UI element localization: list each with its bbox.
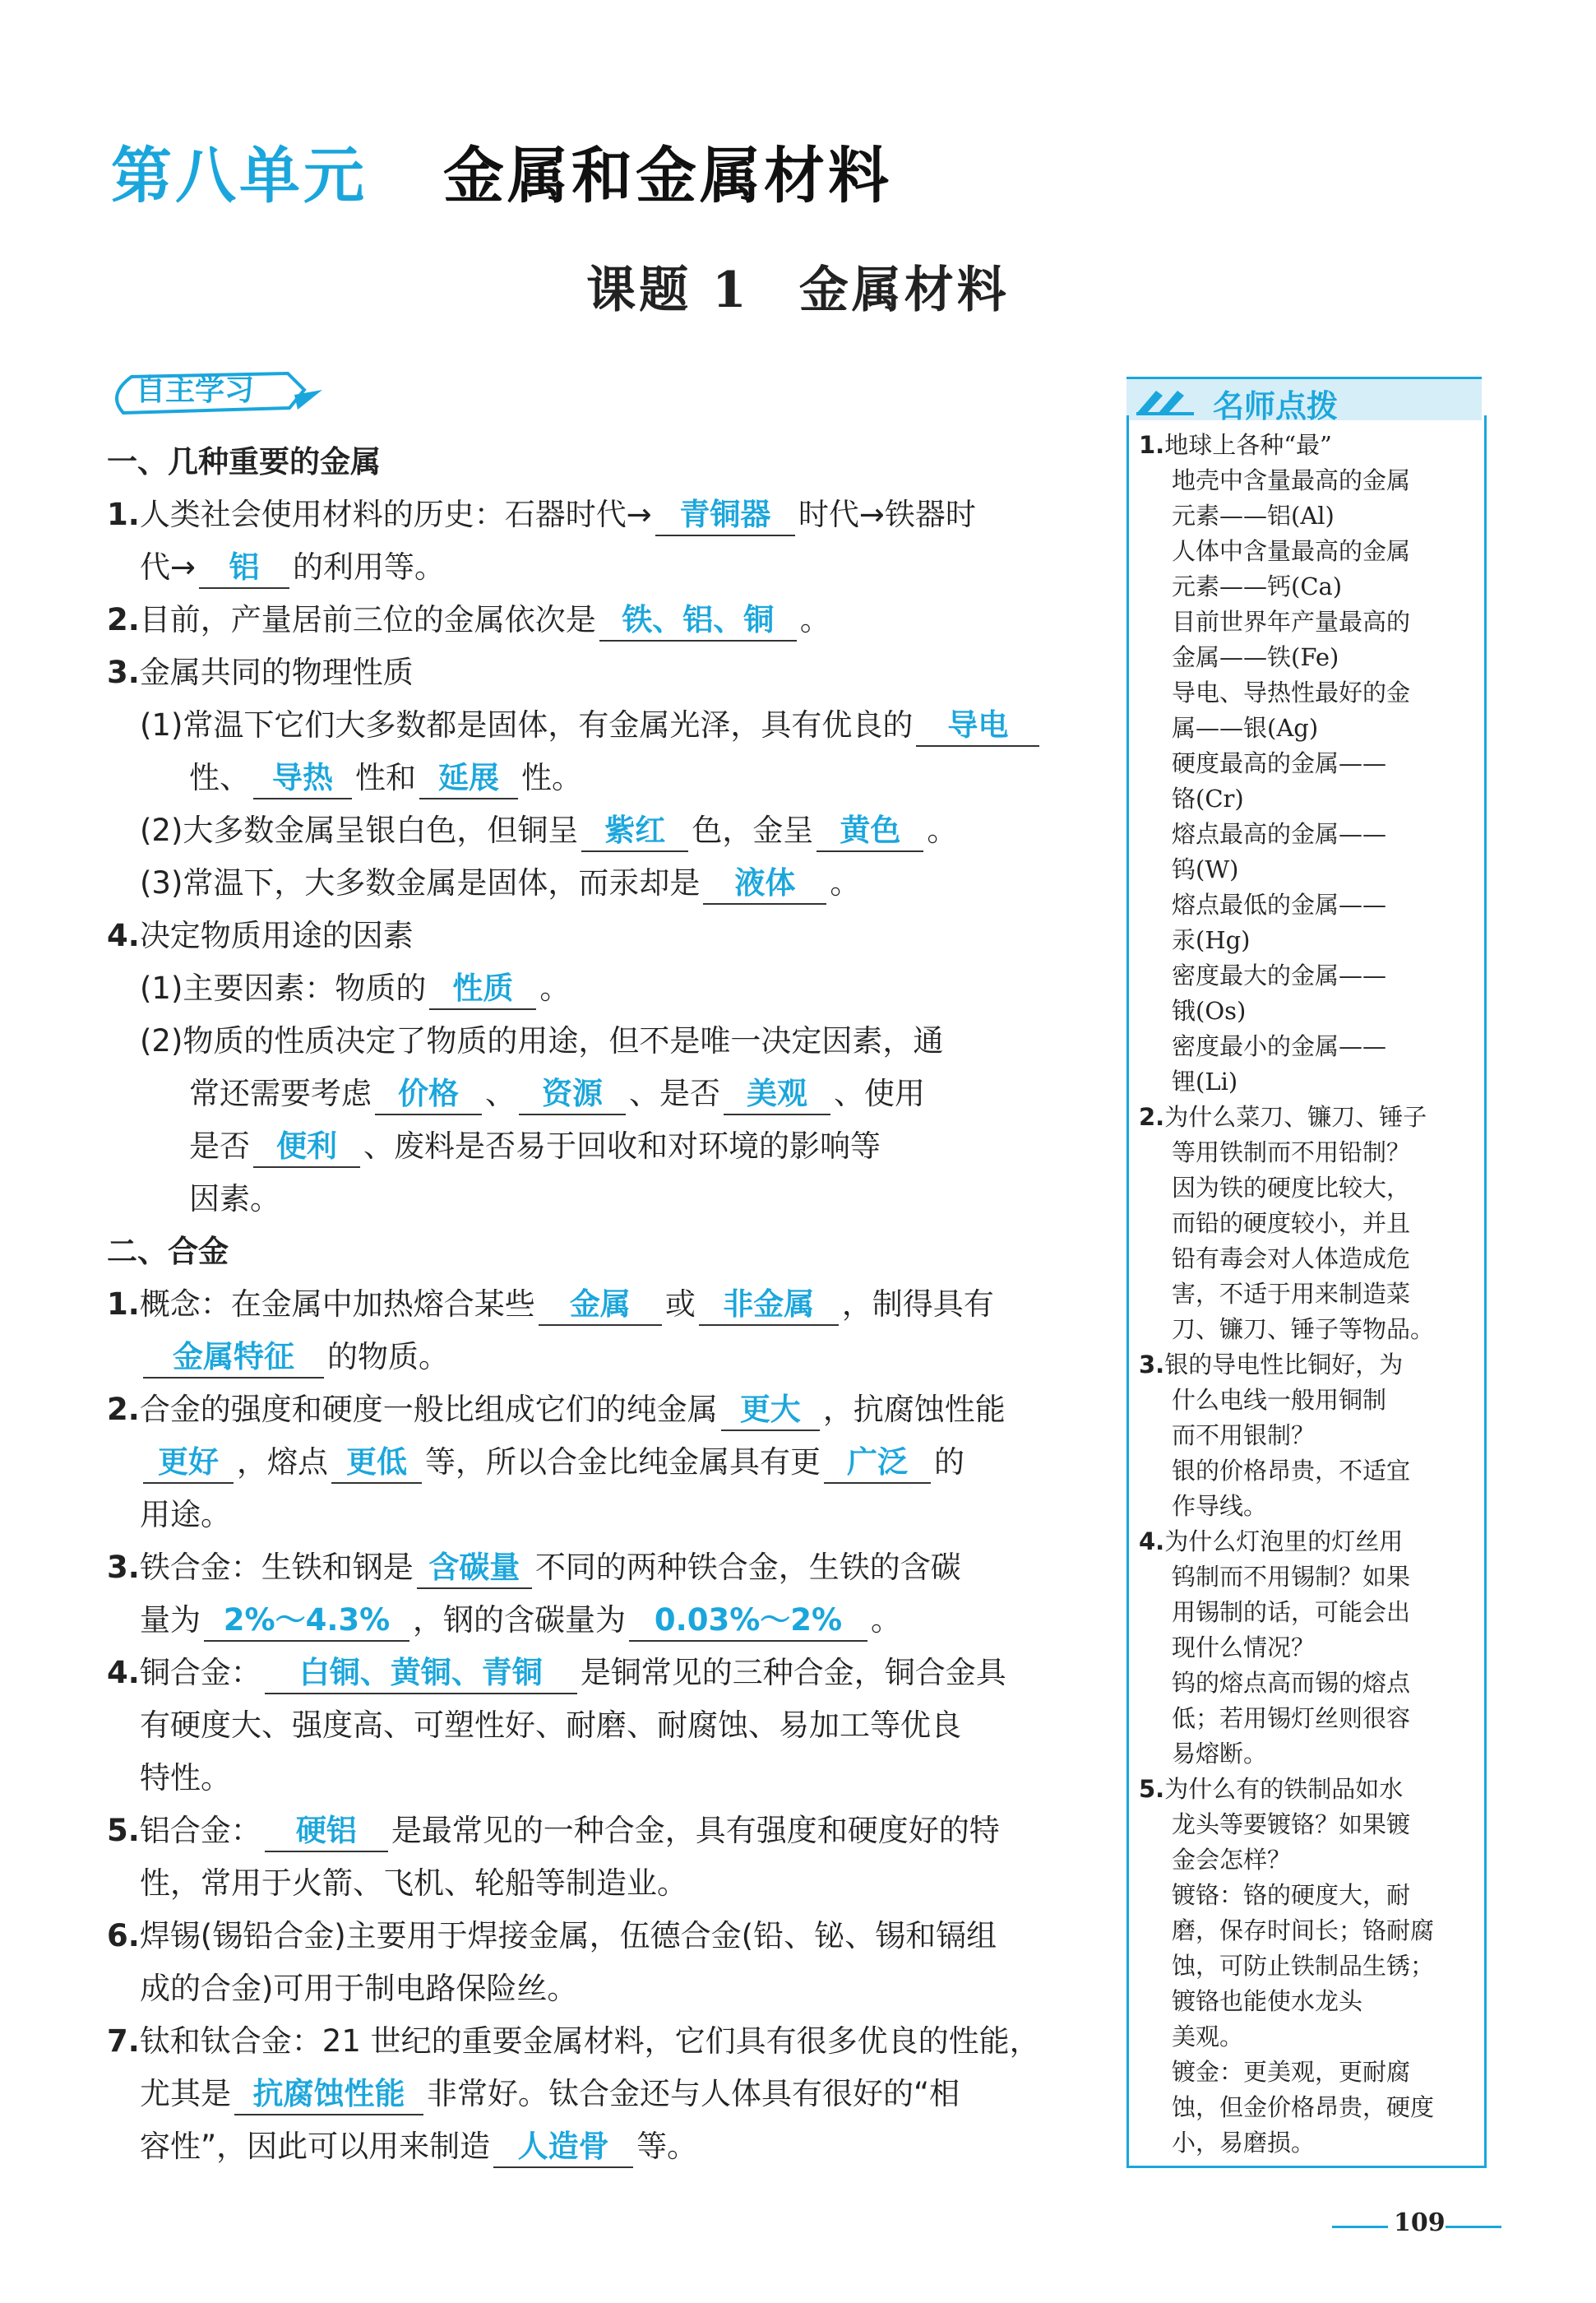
text: 因素。 — [189, 1181, 280, 1216]
text: ，制得具有 — [841, 1286, 994, 1322]
unit-title — [111, 127, 892, 215]
alloy-question-6-cont — [107, 1962, 1069, 2015]
tip-line: 硬度最高的金属—— — [1172, 749, 1387, 777]
tip-line: 现什么情况？ — [1172, 1633, 1316, 1661]
tips-icon — [1135, 384, 1200, 417]
text: 性，常用于火箭、飞机、轮船等制造业。 — [140, 1865, 687, 1901]
self-study-banner — [107, 362, 329, 419]
tip-4 — [1139, 1524, 1474, 1559]
tip-number: 5. — [1139, 1775, 1165, 1803]
question-number: 3. — [107, 1550, 140, 1585]
question-number: 1. — [107, 497, 140, 532]
answer-blank: 铝 — [199, 548, 289, 589]
unit-number: 第八单元 — [111, 141, 368, 211]
text: 、是否 — [629, 1076, 720, 1111]
question-4-1 — [107, 962, 1069, 1015]
tip-number: 2. — [1139, 1103, 1165, 1131]
question-4-2 — [107, 1015, 1069, 1068]
tips-label: 名师点拨 — [1213, 388, 1339, 424]
tip-line: 镀铬也能使水龙头 — [1172, 1987, 1363, 2015]
text: 决定物质用途的因素 — [139, 918, 414, 953]
tip-line: 金会怎样？ — [1172, 1846, 1292, 1874]
answer-blank: 金属特征 — [143, 1337, 324, 1379]
tip-question: 地球上各种“最” — [1164, 431, 1332, 459]
alloy-question-2-cont — [107, 1489, 1069, 1541]
tip-line: 属——银(Ag) — [1172, 714, 1319, 742]
text: 铜合金： — [139, 1655, 261, 1690]
section-title: 二、合金 — [107, 1234, 229, 1269]
tip-number: 4. — [1139, 1527, 1165, 1555]
answer-blank: 金属 — [539, 1285, 662, 1326]
text: 。 — [927, 813, 958, 848]
question-3-1-cont — [107, 752, 1069, 804]
alloy-question-2 — [107, 1383, 1069, 1436]
tip-line: 导电、导热性最好的金 — [1172, 679, 1411, 707]
tip-line: 汞(Hg) — [1172, 926, 1251, 954]
text: 。 — [539, 971, 571, 1006]
text: 时代→铁器时 — [798, 497, 976, 532]
text: 焊锡(锡铅合金)主要用于焊接金属，伍德合金(铅、铋、锡和镉组 — [139, 1918, 997, 1953]
question-number: 3. — [107, 655, 140, 690]
alloy-question-3 — [107, 1541, 1069, 1594]
page-rule-right — [1446, 2226, 1501, 2228]
answer-blank: 人造骨 — [493, 2127, 633, 2168]
alloy-question-6 — [107, 1910, 1069, 1962]
tip-line: 用锡制的话，可能会出 — [1172, 1598, 1411, 1626]
text: 性和 — [355, 760, 416, 795]
question-number: 2. — [107, 1392, 140, 1427]
text: 的利用等。 — [293, 549, 446, 585]
answer-blank: 导热 — [253, 758, 352, 799]
question-number: 5. — [107, 1813, 140, 1848]
answer-blank: 资源 — [519, 1074, 626, 1115]
tip-line: 密度最小的金属—— — [1172, 1032, 1387, 1060]
tip-line: 熔点最低的金属—— — [1172, 891, 1387, 919]
tips-body — [1139, 428, 1474, 2161]
answer-blank: 更好 — [143, 1443, 234, 1484]
alloy-question-1-cont — [107, 1331, 1069, 1383]
tip-line: 铅有毒会对人体造成危 — [1172, 1244, 1411, 1272]
unit-name: 金属和金属材料 — [443, 141, 892, 211]
text: 概念：在金属中加热熔合某些 — [139, 1286, 535, 1322]
question-2 — [107, 594, 1069, 646]
text: 目前，产量居前三位的金属依次是 — [139, 602, 596, 637]
tip-line: 锇(Os) — [1172, 997, 1247, 1025]
answer-blank: 广泛 — [824, 1443, 931, 1484]
answer-blank: 0.03%～2% — [629, 1601, 867, 1642]
alloy-question-7-cont — [107, 2068, 1069, 2120]
text: 金属共同的物理性质 — [139, 655, 414, 690]
question-1 — [107, 489, 1069, 541]
text: 合金的强度和硬度一般比组成它们的纯金属 — [139, 1392, 718, 1427]
main-content — [107, 436, 1069, 2173]
tip-line: 作导线。 — [1172, 1492, 1268, 1520]
text: 钛和钛合金：21 世纪的重要金属材料，它们具有很多优良的性能， — [139, 2023, 1040, 2059]
tip-4-body — [1139, 1559, 1474, 1772]
answer-blank: 非金属 — [699, 1285, 839, 1326]
tip-line: 为什么灯泡里的灯丝用 — [1164, 1527, 1404, 1555]
lesson-title — [0, 251, 1596, 322]
alloy-question-4 — [107, 1647, 1069, 1699]
alloy-question-1 — [107, 1278, 1069, 1331]
tip-number: 3. — [1139, 1351, 1165, 1379]
tip-3-body — [1139, 1383, 1474, 1524]
tip-line: 人体中含量最高的金属 — [1172, 537, 1411, 565]
tip-line: 为什么有的铁制品如水 — [1164, 1775, 1404, 1803]
text: 不同的两种铁合金，生铁的含碳 — [534, 1550, 961, 1585]
text: 特性。 — [140, 1760, 231, 1796]
tip-line: 等用铁制而不用铅制？ — [1172, 1138, 1411, 1166]
tip-line: 因为铁的硬度比较大， — [1172, 1174, 1411, 1202]
question-number: 6. — [107, 1918, 140, 1953]
tip-line: 钨制而不用锡制？如果 — [1172, 1563, 1411, 1591]
alloy-question-7-cont — [107, 2120, 1069, 2173]
question-4-2-cont — [107, 1068, 1069, 1120]
tip-line: 地壳中含量最高的金属 — [1172, 466, 1411, 494]
tip-line: 低；若用锡灯丝则很容 — [1172, 1704, 1411, 1732]
text: 的 — [934, 1444, 965, 1480]
tip-line: 熔点最高的金属—— — [1172, 820, 1387, 848]
question-number: 4. — [107, 918, 140, 953]
answer-blank: 美观 — [724, 1074, 830, 1115]
text: 等。 — [636, 2129, 698, 2164]
tip-line: 金属——铁(Fe) — [1172, 643, 1339, 671]
text: 、使用 — [834, 1076, 925, 1111]
tip-line: 为什么菜刀、镰刀、锤子 — [1164, 1103, 1427, 1131]
lesson-number: 课题 1 — [586, 262, 750, 319]
question-3-3 — [107, 857, 1069, 910]
tip-line: 密度最大的金属—— — [1172, 962, 1387, 989]
text: (1)主要因素：物质的 — [140, 971, 427, 1006]
text: 铝合金： — [139, 1813, 261, 1848]
tip-line: 锂(Li) — [1172, 1068, 1238, 1096]
tip-line: 银的导电性比铜好，为 — [1164, 1351, 1404, 1379]
tip-line: 磨，保存时间长；铬耐腐 — [1172, 1916, 1435, 1944]
alloy-question-5-cont — [107, 1857, 1069, 1910]
text: 色，金呈 — [692, 813, 814, 848]
question-number: 7. — [107, 2023, 140, 2059]
text: 、废料是否易于回收和对环境的影响等 — [363, 1128, 881, 1164]
text: (2)物质的性质决定了物质的用途，但不是唯一决定因素，通 — [140, 1023, 944, 1059]
tip-line: 蚀，可防止铁制品生锈； — [1172, 1952, 1435, 1980]
answer-blank: 更低 — [331, 1443, 422, 1484]
tip-line: 什么电线一般用铜制 — [1172, 1386, 1387, 1414]
text: 。 — [871, 1602, 901, 1638]
tip-line: 目前世界年产量最高的 — [1172, 608, 1411, 636]
alloy-question-5 — [107, 1805, 1069, 1857]
answer-blank: 更大 — [721, 1390, 820, 1431]
tip-2 — [1139, 1100, 1474, 1135]
lesson-name: 金属材料 — [798, 262, 1010, 319]
question-3 — [107, 646, 1069, 699]
question-3-1 — [107, 699, 1069, 752]
tip-line: 而铅的硬度较小，并且 — [1172, 1209, 1411, 1237]
tip-line: 而不用银制？ — [1172, 1421, 1316, 1449]
text: 。 — [830, 865, 861, 901]
tip-line: 银的价格昂贵，不适宜 — [1172, 1457, 1411, 1485]
alloy-question-2-cont — [107, 1436, 1069, 1489]
tip-line: 镀铬：铬的硬度大，耐 — [1172, 1881, 1411, 1909]
page-rule-left — [1332, 2226, 1388, 2228]
text: 用途。 — [140, 1497, 231, 1532]
question-number: 1. — [107, 1286, 140, 1322]
text: ，熔点 — [237, 1444, 328, 1480]
tip-line: 铬(Cr) — [1172, 785, 1244, 813]
answer-blank: 黄色 — [817, 811, 923, 852]
text: (1)常温下它们大多数都是固体，有金属光泽，具有优良的 — [140, 707, 914, 743]
alloy-question-4-cont — [107, 1752, 1069, 1805]
text: 或 — [664, 1286, 696, 1322]
question-number: 2. — [107, 602, 140, 637]
text: 尤其是 — [140, 2076, 231, 2111]
question-number: 4. — [107, 1655, 140, 1690]
text: 代→ — [140, 549, 197, 585]
tip-1-body — [1139, 463, 1474, 1100]
text: (2)大多数金属呈银白色，但铜呈 — [140, 813, 579, 848]
tip-number: 1. — [1139, 431, 1165, 459]
answer-blank: 紫红 — [581, 811, 688, 852]
text: 性。 — [521, 760, 582, 795]
answer-blank: 抗腐蚀性能 — [234, 2074, 423, 2115]
tip-line: 元素——钙(Ca) — [1172, 572, 1343, 600]
tip-line: 钨的熔点高而锡的熔点 — [1172, 1669, 1411, 1697]
page-number: 109 — [1394, 2208, 1446, 2237]
alloy-question-7 — [107, 2015, 1069, 2068]
tip-line: 钨(W) — [1172, 855, 1239, 883]
tip-1 — [1139, 428, 1474, 463]
answer-blank: 白铜、黄铜、青铜 — [265, 1653, 577, 1694]
answer-blank: 含碳量 — [417, 1548, 532, 1589]
question-4-2-cont — [107, 1120, 1069, 1173]
text: 非常好。钛合金还与人体具有很好的“相 — [427, 2076, 960, 2111]
tip-5 — [1139, 1772, 1474, 1807]
question-3-2 — [107, 804, 1069, 857]
tips-header — [1126, 377, 1482, 424]
tip-line: 易熔断。 — [1172, 1740, 1268, 1768]
text: 、 — [485, 1076, 516, 1111]
text: 是否 — [189, 1128, 250, 1164]
tip-line: 小，易磨损。 — [1172, 2129, 1316, 2157]
tip-2-body — [1139, 1135, 1474, 1347]
text: 成的合金)可用于制电路保险丝。 — [140, 1971, 578, 2006]
text: 人类社会使用材料的历史：石器时代→ — [139, 497, 652, 532]
self-study-label: 自主学习 — [136, 373, 255, 407]
question-4 — [107, 910, 1069, 962]
text: 量为 — [140, 1602, 201, 1638]
text: 的物质。 — [327, 1339, 449, 1374]
text: 等，所以合金比纯金属具有更 — [425, 1444, 821, 1480]
answer-blank: 延展 — [419, 758, 518, 799]
tip-line: 刀、镰刀、锤子等物品。 — [1172, 1315, 1435, 1343]
text: ，钢的含碳量为 — [413, 1602, 626, 1638]
tip-line: 蚀，但金价格昂贵，硬度 — [1172, 2093, 1435, 2121]
answer-blank: 液体 — [703, 864, 826, 905]
text: 是铜常见的三种合金，铜合金具 — [580, 1655, 1006, 1690]
tip-line: 龙头等要镀铬？如果镀 — [1172, 1810, 1411, 1838]
answer-blank: 硬铝 — [265, 1811, 388, 1852]
answer-blank: 性质 — [429, 969, 536, 1010]
question-4-2-cont — [107, 1173, 1069, 1226]
tip-line: 元素——铝(Al) — [1172, 502, 1335, 530]
answer-blank: 价格 — [375, 1074, 482, 1115]
tip-5-body — [1139, 1807, 1474, 2161]
answer-blank: 便利 — [253, 1127, 360, 1168]
tip-line: 美观。 — [1172, 2023, 1244, 2050]
answer-blank: 2%～4.3% — [204, 1601, 409, 1642]
text: 有硬度大、强度高、可塑性好、耐磨、耐腐蚀、易加工等优良 — [140, 1708, 961, 1743]
text: (3)常温下，大多数金属是固体，而汞却是 — [140, 865, 701, 901]
alloy-question-4-cont — [107, 1699, 1069, 1752]
alloy-question-3-cont — [107, 1594, 1069, 1647]
text: 铁合金：生铁和钢是 — [139, 1550, 414, 1585]
answer-blank: 导电 — [916, 706, 1039, 747]
text: ，抗腐蚀性能 — [822, 1392, 1006, 1427]
text: 容性”，因此可以用来制造 — [140, 2129, 491, 2164]
answer-blank: 铁、铝、铜 — [599, 600, 797, 642]
tip-3 — [1139, 1347, 1474, 1383]
question-1-cont — [107, 541, 1069, 594]
tip-line: 害，不适于用来制造菜 — [1172, 1280, 1411, 1308]
section-title: 一、几种重要的金属 — [107, 444, 381, 480]
text: 性、 — [189, 760, 250, 795]
answer-blank: 青铜器 — [655, 495, 795, 536]
tip-line: 镀金：更美观，更耐腐 — [1172, 2058, 1411, 2086]
text: 是最常见的一种合金，具有强度和硬度好的特 — [391, 1813, 1000, 1848]
text: 常还需要考虑 — [189, 1076, 372, 1111]
text: 。 — [799, 602, 830, 637]
